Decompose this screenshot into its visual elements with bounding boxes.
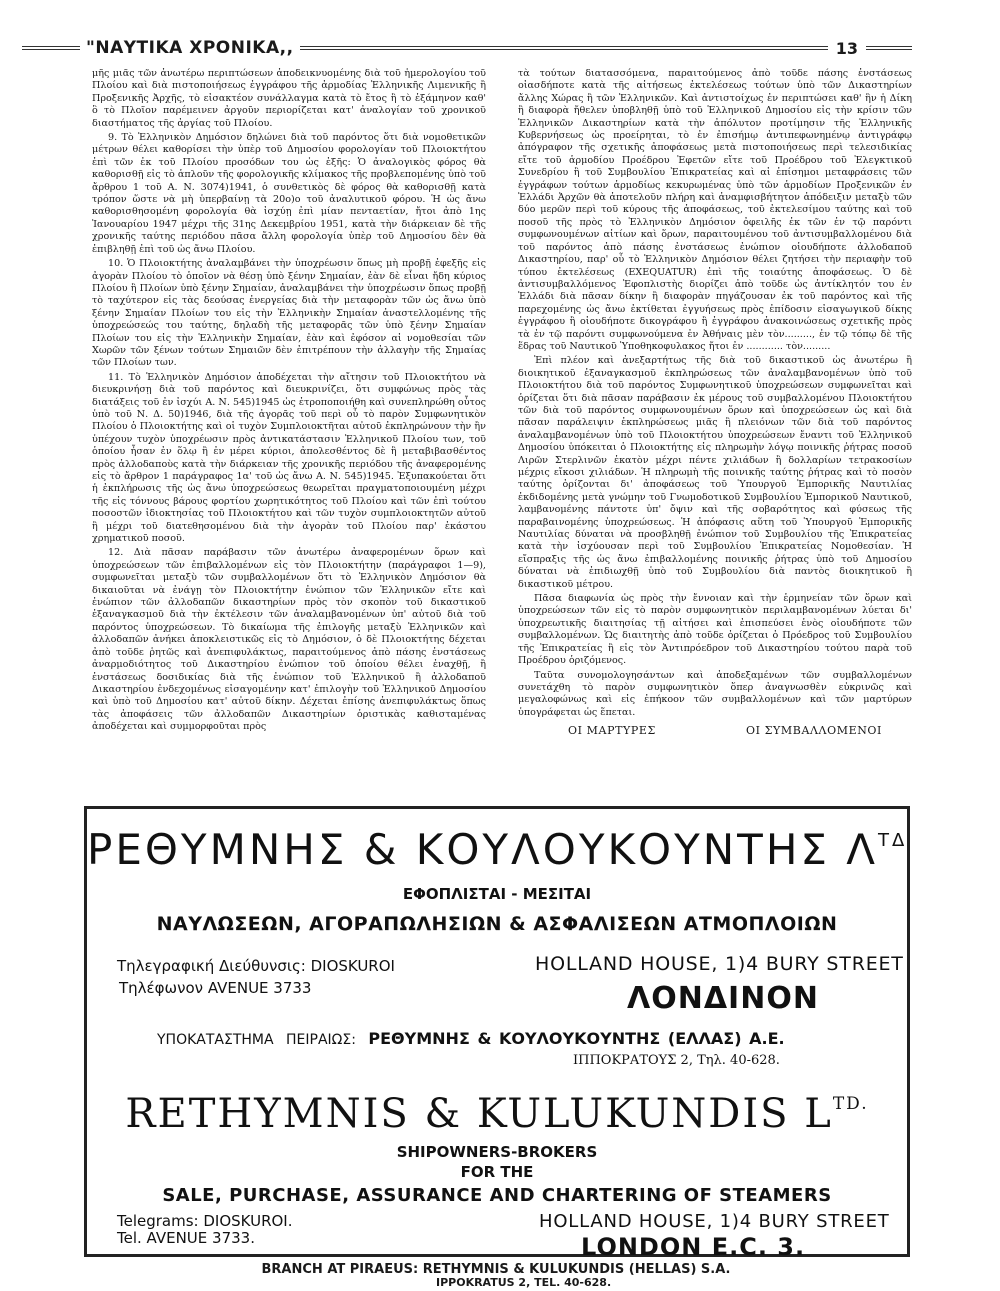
- header-rule-right: [866, 46, 912, 50]
- greek-branch: [157, 1029, 785, 1048]
- header-rule-middle: [300, 46, 828, 50]
- publication-title: "ΝΑΥΤΙΚΑ ΧΡΟΝΙΚΑ,,: [86, 38, 294, 58]
- english-branch-text: BRANCH AT PIRAEUS: RETHYMNIS & KULUKUNDIS (HELLAS) S.A.: [261, 1262, 731, 1277]
- company-advertisement: [84, 806, 910, 1261]
- english-contact: [117, 1213, 293, 1247]
- greek-company-suffix: ΤΔ: [878, 830, 908, 851]
- english-branch: [96, 1262, 896, 1277]
- signature-row: [518, 725, 912, 737]
- paragraph: Ἐπὶ πλέον καὶ ἀνεξαρτήτως τῆς διὰ τοῦ δικαστικοῦ ὡς ἀνωτέρω ἢ διοικητικοῦ ἐξαναγκασμοῦ ἐκπληρώσεως τῶν ἀναλαμβανομένων ὑπὸ τοῦ Πλοιοκτήτου διὰ τοῦ παρόντος Συμφωνητικοῦ ὑποχρεώσεων συμφωνεῖται καὶ ὁρίζεται ὅτι διὰ πᾶσαν παράβασιν ἐκ μέρους τοῦ συμβαλλομένου Πλοιοκτήτου τῶν διὰ τοῦ παρόντος συμφωνουμένων ὅρων καὶ ὑποχρεώσεων ὡς καὶ διὰ πᾶσαν παράλειψιν ἐκπληρώσεως μιᾶς ἢ πλειόνων τῶν διὰ τοῦ παρόντος ἀναλαμβανομένων ὑπὸ τοῦ Πλοιοκτήτου ὑποχρεώσεων ἔναντι τοῦ Ἑλληνικοῦ Δημοσίου ὑπόκειται ὁ Πλοιοκτήτης εἰς πληρωμὴν λόγῳ ποινικῆς ῥήτρας ποσοῦ Λιρῶν Στερλινῶν ἑκατὸν μέχρι πέντε χιλιάδων ἢ δολλαρίων τετρακοσίων μέχρις εἴκοσι χιλιάδων. Ἡ πληρωμὴ τῆς ποινικῆς ταύτης ῥήτρας καὶ τὸ ποσὸν ταύτης ὁρίζονται δι' ἀποφάσεως τοῦ Ὑπουργοῦ Ἐμπορικῆς Ναυτιλίας ἐκδιδομένης μετὰ γνώμην τοῦ Γνωμοδοτικοῦ Συμβουλίου Ἐμπορικοῦ Ναυτικοῦ, λαμβανομένης πάντοτε ὑπ' ὄψιν καὶ τῆς σοβαρότητος καὶ φύσεως τῆς παραβαινομένης ὑποχρεώσεως. Ἡ ἀπόφασις αὕτη τοῦ Ὑπουργοῦ Ἐμπορικῆς Ναυτιλίας δύναται νὰ προσβληθῇ ἐνώπιον τοῦ Συμβουλίου τῆς Ἐπικρατείας κατὰ τὴν ἰσχύουσαν περὶ τοῦ Συμβουλίου Ἐπικρατείας Νομοθεσίαν. Ἡ εἴσπραξις τῆς ὡς ἄνω ἐπιβαλλομένης ποινικῆς ῥήτρας ὑπὸ τοῦ Δημοσίου δύναται νὰ ἐπιδιωχθῇ ὑπὸ τοῦ Συμβουλίου διὰ παντὸς διοικητικοῦ ἢ δικαστικοῦ μέτρου.: [518, 355, 912, 590]
- greek-telephone: Τηλέφωνον AVENUE 3733: [119, 979, 312, 997]
- paragraph: τὰ τούτων διατασσόμενα, παραιτούμενος ἀπὸ τοῦδε πάσης ἐνστάσεως οἱασδήποτε κατὰ τῆς αἰτήσεως ἐκτελέσεως τούτων ὑπὸ τῶν Δικαστηρίων ἄλλης Χώρας ἢ τῶν Ἑλληνικῶν. Καὶ ἀντιστοίχως ἐν περιπτώσει καθ' ἣν ἡ Δίκη ἢ διαφορὰ ἤθελεν ὑποβληθῇ ὑπὸ τοῦ Ἑλληνικοῦ Δημοσίου εἰς τὴν κρίσιν τῶν Ἑλληνικῶν Δικαστηρίων κατὰ τὴν ἀπόλυτον προτίμησιν τῆς Ἑλληνικῆς Κυβερνήσεως ὡς προείρηται, τὸ ἐν ἐπισήμῳ ἀντιπεφωνημένῳ ἀντιγράφῳ ἀπόγραφον τῆς σχετικῆς ἀποφάσεως μετὰ πιστοποιήσεως περὶ τελεσιδικίας εἴτε τοῦ ἁρμοδίου Προέδρου Ἐφετῶν εἴτε τοῦ Προέδρου τοῦ Ἐλεγκτικοῦ Συνεδρίου ἢ τοῦ Συμβουλίου Ἐπικρατείας καὶ αἱ ἐπίσημοι μεταφράσεις τῶν ἐγγράφων τούτων ἁρμοδίως κεκυρωμένας ὑπὸ τῶν ἁρμοδίων Προξενικῶν ἐν Ἑλλάδι Ἀρχῶν θὰ ἀποτελοῦν πλήρη καὶ ἀναμφισβήτητον ἀπόδειξιν μεταξὺ τῶν δύο μερῶν περὶ τοῦ κύρους τῆς ἀποφάσεως, τοῦ ἐκτελεσίμου ταύτης καὶ τοῦ ποσοῦ τῆς πρὸς τὸ Ἑλληνικὸν Δημόσιον ὀφειλῆς ἐκ τῶν ἐν τῷ παρόντι συμφωνουμένων αἰτίων καὶ ὅρων, παραιτουμένου τοῦ ἀντισυμβαλλομένου διὰ τοῦ παρόντος ἀπὸ πάσης ἐνστάσεως ἐνώπιον οἱουδήποτε ἀλλοδαποῦ Δικαστηρίου, παρ' οὗ τὸ Ἑλληνικὸν Δημόσιον θέλει ζητήσει τὴν περιαφὴν τοῦ τύπου ἐκτελέσεως (EXEQUATUR) ἐπὶ τῆς τοιαύτης ἀποφάσεως. Ὁ δὲ ἀντισυμβαλλόμενος Ἐφοπλιστὴς διορίζει ἀπὸ τοῦδε ὡς ἀντίκλητόν του ἐν Ἑλλάδι διὰ πᾶσαν δίκην ἢ διαφορὰν πηγάζουσαν ἐκ τοῦ παρόντος καὶ τῆς παρεχομένης ὡς ἄνω ἐκτίθεται ἐγγυήσεως πρὸς ἐπίδοσιν εἰσαγωγικοῦ δίκης ἐγγράφου ἢ οἱουδήποτε δικογράφου ἢ ἐγγράφου ἀνακοινώσεως σχετικῆς πρὸς τὰ ἐν τῷ παρόντι συμφωνούμενα ἐν Ἀθήναις μὲν τὸν........., ἐν τῷ τόπῳ δὲ τῆς ἕδρας τοῦ Ναυτικοῦ Ὑποθηκοφυλακος ἤτοι ἐν ............ τὸν.........: [518, 68, 912, 352]
- english-services: SALE, PURCHASE, ASSURANCE AND CHARTERING OF STEAMERS: [162, 1185, 832, 1206]
- paragraph: 12. Διὰ πᾶσαν παράβασιν τῶν ἀνωτέρω ἀναφερομένων ὅρων καὶ ὑποχρεώσεων τῶν ἐπιβαλλομένων εἰς τὸν Πλοιοκτήτην (παράγραφοι 1—9), συμφωνεῖται μεταξὺ τῶν συμβαλλομένων ὅτι τὸ Ἑλληνικὸν Δημόσιον θὰ δικαιοῦται νὰ ἐνάγῃ τὸν Πλοιοκτήτην ἐνώπιον τῶν Ἑλληνικῶν εἴτε καὶ ἐνώπιον τῶν ἀλλοδαπῶν δικαστηρίων πρὸς τὸν σκοπὸν τοῦ δικαστικοῦ ἐξαναγκασμοῦ διὰ τὴν ἐκτέλεσιν τῶν ἀναλαμβανομένων ὑπ' αὐτοῦ διὰ τοῦ παρόντος ὑποχρεώσεων. Τὸ δικαίωμα τῆς ἐπιλογῆς μεταξὺ Ἑλληνικῶν καὶ ἀλλοδαπῶν ἀνήκει ἀποκλειστικῶς εἰς τὸ Δημόσιον, ὁ δὲ Πλοιοκτήτης δέχεται ἀπὸ τοῦδε ῥητῶς καὶ ἀνεπιφυλάκτως, παραιτούμενος ἀπὸ πάσης ἐνστάσεως ἀναρμοδιότητος τοῦ Δικαστηρίου ἐνώπιον τοῦ ὁποίου θέλει ἐναχθῇ, ἢ ἐνστάσεως δοσιδικίας διὰ τῆς ἐνώπιον τοῦ Ἑλληνικοῦ ἢ ἀλλοδαποῦ Δικαστηρίου ἐνδεχομένως εἰσαγομένην κατ' ἐπιλογὴν τοῦ Ἑλληνικοῦ Δημοσίου καὶ ὑπὸ τοῦ Δημοσίου κατ' αὐτοῦ δίκην. Δέχεται ἐπίσης ἀνεπιφυλάκτως ὅπως τὰς ἀποφάσεις τῶν ἀλλοδαπῶν Δικαστηρίων ὁριστικὰς καθισταμένας ἀποδέχεται καὶ συμμορφοῦται πρὸς: [92, 547, 486, 733]
- english-telephone: Tel. AVENUE 3733.: [117, 1229, 255, 1247]
- greek-street-address: HOLLAND HOUSE, 1)4 BURY STREET: [535, 953, 904, 975]
- greek-company-name: ΡΕΘΥΜΝΗΣ & ΚΟΥΛΟΥΚΟΥΝΤΗΣ $\Lambda^{T\Delta}$: [87, 825, 908, 874]
- paragraph: Πᾶσα διαφωνία ὡς πρὸς τὴν ἔννοιαν καὶ τὴν ἑρμηνείαν τῶν ὅρων καὶ ὑποχρεώσεων τῶν εἰς τὸ παρὸν συμφωνητικὸν περιλαμβανομένων λύεται δι' ὑποχρεωτικῆς διαιτησίας τῇ αἰτήσει καὶ ἐπισπεύσει ἑνὸς οἱουδήποτε τῶν συμβαλλομένων. Ὡς διαιτητὴς ἀπὸ τοῦδε ὁρίζεται ὁ Πρόεδρος τοῦ Συμβουλίου τῆς Ἐπικρατείας ἢ εἰς τὸν Ἀντιπρόεδρον τοῦ Δικαστηρίου τούτου παρὰ τοῦ Προέδρου ὁριζόμενος.: [518, 593, 912, 667]
- paragraph: 9. Τὸ Ἑλληνικὸν Δημόσιον δηλώνει διὰ τοῦ παρόντος ὅτι διὰ νομοθετικῶν μέτρων θέλει καθορίσει τὴν ὑπὲρ τοῦ Δημοσίου φορολογίαν τοῦ Πλοιοκτήτου ἐπὶ τῶν ἐκ τοῦ Πλοίου προσόδων του ὡς ἑξῆς: Ὁ ἀναλογικὸς φόρος θὰ καθορισθῇ εἰς τὸ ἁπλοῦν τῆς φορολογικῆς κλίμακος τῆς προβλεπομένης ὑπὸ τοῦ ἄρθρου 1 τοῦ Α. Ν. 3074)1941, ὁ συνθετικὸς δὲ φόρος θὰ καθορισθῇ κατὰ τρόπον ὥστε νὰ μὴ ὑπερβαίνῃ τὰ 20ο)ο τοῦ ἀναλυτικοῦ φόρου. Ἡ ὡς ἄνω καθορισθησομένη φορολογία θὰ ἰσχύῃ ἐπὶ μίαν πενταετίαν, ἤτοι ἀπὸ 1ης Ἰανουαρίου 1947 μέχρι τῆς 31ης Δεκεμβρίου 1951, κατὰ τὴν διάρκειαν δὲ τῆς χρονικῆς ταύτης περιόδου πᾶσα ἄλλη φορολογία ὑπὲρ τοῦ Δημοσίου δὲν θὰ ἐπιβληθῇ ἐπὶ τοῦ ὡς ἄνω Πλοίου.: [92, 132, 486, 255]
- english-branch-address: IPPOKRATUS 2, TEL. 40-628.: [436, 1276, 612, 1289]
- header-rule-left: [22, 46, 80, 50]
- witnesses-label: ΟΙ ΜΑΡΤΥΡΕΣ: [568, 724, 656, 738]
- greek-branch-address: ΙΠΠΟΚΡΑΤΟΥΣ 2, Τηλ. 40-628.: [573, 1053, 780, 1068]
- english-subtitle: SHIPOWNERS-BROKERS: [396, 1143, 598, 1161]
- greek-contact: [117, 955, 395, 999]
- page-header: [22, 38, 912, 58]
- english-city: LONDON E.C. 3.: [581, 1233, 806, 1261]
- paragraph: 10. Ὁ Πλοιοκτήτης ἀναλαμβάνει τὴν ὑποχρέωσιν ὅπως μὴ προβῇ ἐφεξῆς εἰς ἀγορὰν Πλοίου τὸ ὁποῖον νὰ θέσῃ ὑπὸ ξένην Σημαίαν, ἐὰν δὲ εἶναι ἤδη κύριος Πλοίου ἢ Πλοίων ὑπὸ ξένην Σημαίαν, ἀναλαμβάνει τὴν ὑποχρέωσιν ὅπως προβῇ τὸ ταχύτερον εἰς τὰς δεούσας ἐνεργείας διὰ τὴν μεταφορὰν τῶν ὡς ἄνω ὑπὸ ξένην Σημαίαν Πλοίων του εἰς τὴν Ἑλληνικὴν Σημαίαν ἀναστελλομένης τῆς ὑποχρεώσεώς του ταύτης, δηλαδὴ τῆς μεταφορᾶς τῶν ὑπὸ ξένην Σημαίαν Πλοίων του εἰς τὴν Ἑλληνικὴν Σημαίαν, ἐὰν καὶ ἐφόσον αἱ νομοθεσίαι τῶν Χωρῶν τῶν ξένων τούτων Σημαιῶν δὲν ἐπιτρέπουν τὴν ἀλλαγὴν τῆς Σημαίας τῶν Πλοίων των.: [92, 258, 486, 369]
- article-body: [92, 68, 912, 790]
- english-telegrams: Telegrams: DIOSKUROI.: [117, 1212, 293, 1230]
- english-for-line: FOR THE: [460, 1163, 534, 1181]
- greek-services: ΝΑΥΛΩΣΕΩΝ, ΑΓΟΡΑΠΩΛΗΣΙΩΝ & ΑΣΦΑΛΙΣΕΩΝ ΑΤΜΟΠΛΟΙΩΝ: [156, 913, 838, 935]
- article-column-right: [518, 68, 912, 790]
- english-street-address: HOLLAND HOUSE, 1)4 BURY STREET: [539, 1211, 890, 1232]
- english-company-suffix: TD.: [832, 1094, 869, 1114]
- paragraph: μῆς μιᾶς τῶν ἀνωτέρω περιπτώσεων ἀποδεικνυομένης διὰ τοῦ ἡμερολογίου τοῦ Πλοίου καὶ διὰ πιστοποιήσεως ἐγγράφου τῆς ἁρμοδίας Ἑλληνικῆς Λιμενικῆς ἢ Προξενικῆς Ἀρχῆς, τὸ εἰσακτέον συνάλλαγμα κατὰ τὸ ἔτος ἢ τὸ ἑξάμηνον καθ' ὃ τὸ Πλοῖον παρέμεινεν ἀργοῦν περιορίζεται κατ' ἀναλογίαν τοῦ χρονικοῦ διαστήματος τῆς ἀργίας τοῦ Πλοίου.: [92, 68, 486, 129]
- greek-branch-name: ΡΕΘΥΜΝΗΣ & ΚΟΥΛΟΥΚΟΥΝΤΗΣ (ΕΛΛΑΣ) Α.Ε.: [368, 1029, 785, 1048]
- parties-label: ΟΙ ΣΥΜΒΑΛΛΟΜΕΝΟΙ: [746, 724, 882, 738]
- page-number: 13: [835, 38, 858, 58]
- paragraph: Ταῦτα συνομολογησάντων καὶ ἀποδεξαμένων τῶν συμβαλλομένων συνετάχθη τὸ παρὸν συμφωνητικὸν ὅπερ ἀναγνωσθὲν εὐκρινῶς καὶ μεγαλοφώνως καὶ εἰς ἐπήκοον τῶν συμβαλλομένων καὶ τῶν μαρτύρων ὑπογράφεται ὡς ἕπεται.: [518, 669, 912, 718]
- paragraph: 11. Τὸ Ἑλληνικὸν Δημόσιον ἀποδέχεται τὴν αἴτησιν τοῦ Πλοιοκτήτου νὰ διευκρινήσῃ διὰ τοῦ παρόντος καὶ διευκρινίζει, ὅτι συμφώνως πρὸς τὰς διατάξεις τοῦ ἐν ἰσχύι Α. Ν. 545)1945 ὡς ἐτροποποιήθη καὶ συνεπληρώθη οὗτος ὑπὸ τοῦ Ν. Δ. 50)1946, διὰ τῆς ἀγορᾶς τοῦ περὶ οὗ τὸ παρὸν Συμφωνητικὸν Πλοίου ὁ Πλοιοκτήτης καὶ οἱ τυχὸν Συμπλοιοκτῆται αὐτοῦ ἐκπληρώνουν τὴν ἢν ὑπέχουν τυχὸν ὑποχρέωσιν πρὸς ἀντικατάστασιν Ἑλληνικοῦ Πλοίου των, τοῦ ὁποίου ἦσαν ἐν ὅλῳ ἢ ἐν μέρει κύριοι, ἀπολεσθέντος δὲ ἢ μεταβιβασθέντος πρὸς ἀλλοδαποὺς κατὰ τὴν διάρκειαν τῆς χρονικῆς περιόδου τῆς ἀναφερομένης εἰς τὸ ἄρθρον 1 παράγραφος 1α' τοῦ ὡς ἄνω Α. Ν. 545)1945. Ἐξυπακούεται ὅτι ἡ ἐκπλήρωσις τῆς ὡς ἄνω ὑποχρεώσεως θεωρεῖται πραγματοποιουμένη μέχρι τῆς εἰς τόννους βάρους φορτίου χωρητικότητος τοῦ Πλοίου καὶ τῶν ἐπὶ τούτου ποσοστῶν ἰδιοκτησίας τοῦ Πλοιοκτήτου καὶ τῶν τυχὸν συμπλοιοκτητῶν αὐτοῦ ἢ μέχρι τοῦ διατεθησομένου διὰ τὴν ἀγορὰν τοῦ Πλοίου παρ' ἑκάστου χρηματικοῦ ποσοῦ.: [92, 371, 486, 545]
- article-column-left: [92, 68, 486, 790]
- greek-city: ΛΟΝΔΙΝΟΝ: [627, 981, 819, 1016]
- greek-telegraphic-address: Τηλεγραφική Διεύθυνσις: DIOSKUROI: [117, 957, 395, 975]
- greek-branch-label: ΥΠΟΚΑΤΑΣΤΗΜΑ ΠΕΙΡΑΙΩΣ:: [157, 1032, 356, 1048]
- english-company-name: RETHYMNIS & KULUKUNDIS $L^{TD.}$: [125, 1091, 869, 1137]
- greek-subtitle: ΕΦΟΠΛΙΣΤΑΙ - ΜΕΣΙΤΑΙ: [402, 885, 592, 903]
